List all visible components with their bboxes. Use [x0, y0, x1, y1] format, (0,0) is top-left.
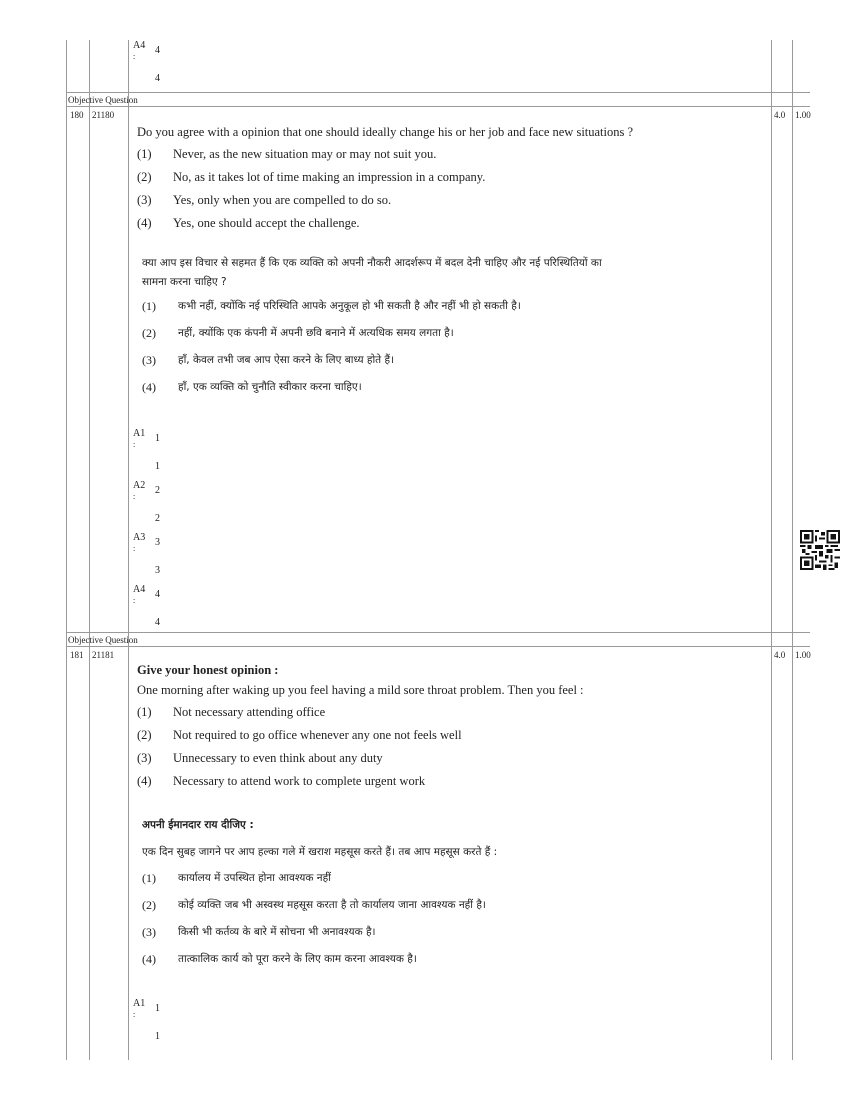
option: (2) No, as it takes lot of time making an impression in a company.: [137, 170, 486, 184]
question-marks: 4.0: [774, 110, 786, 120]
option-hindi: (1) कभी नहीं, क्योंकि नई परिस्थिति आपके अनुकूल हो भी सकती है और नहीं भी हो सकती है।: [142, 299, 521, 313]
option: (1) Not necessary attending office: [137, 705, 326, 719]
option: (1) Never, as the new situation may or may not suit you.: [137, 147, 437, 161]
question-text-hindi: एक दिन सुबह जागने पर आप हल्का गले में खराश महसूस करते हैं। तब आप महसूस करते हैं :: [142, 846, 498, 858]
question-heading-hindi: अपनी ईमानदार राय दीजिए :: [142, 819, 254, 831]
question-heading: Give your honest opinion :: [137, 663, 279, 677]
option-hindi: (2) नहीं, क्योंकि एक कंपनी में अपनी छवि बनाने में अत्यधिक समय लगता है।: [142, 326, 454, 340]
column-divider: [771, 40, 772, 1060]
option-hindi: (1) कार्यालय में उपस्थित होना आवश्यक नहीं: [142, 871, 331, 885]
question-text: One morning after waking up you feel having a mild sore throat problem. Then you feel :: [137, 683, 584, 697]
question-text-hindi: क्या आप इस विचार से सहमत हैं कि एक व्यक्ति को अपनी नौकरी आदर्शरूप में बदल देनी चाहिए और नई परिस्थितियों का: [142, 257, 602, 269]
row-divider: [66, 632, 810, 633]
row-divider: [66, 106, 810, 107]
option-hindi: (2) कोई व्यक्ति जब भी अस्वस्थ महसूस करता है तो कार्यालय जाना आवश्यक नहीं है।: [142, 898, 486, 912]
qr-code-icon: [800, 530, 840, 570]
question-serial: 181: [70, 650, 84, 660]
row-divider: [66, 92, 810, 93]
section-label: Objective Question: [68, 635, 138, 645]
column-divider: [128, 40, 129, 1060]
negative-marks: 1.00: [795, 110, 811, 120]
question-180-hindi: [142, 254, 762, 406]
question-marks: 4.0: [774, 650, 786, 660]
option: (4) Necessary to attend work to complete urgent work: [137, 774, 426, 788]
option: (3) Yes, only when you are compelled to do so.: [137, 193, 392, 207]
table-border-left: [66, 40, 67, 1060]
negative-marks: 1.00: [795, 650, 811, 660]
row-divider: [66, 646, 810, 647]
option-hindi: (4) हाँ, एक व्यक्ति को चुनौति स्वीकार करना चाहिए।: [142, 380, 362, 394]
question-text-hindi-cont: सामना करना चाहिए ?: [142, 276, 227, 288]
question-181-english: [137, 662, 757, 796]
question-180-english: [137, 124, 757, 238]
option: (3) Unnecessary to even think about any duty: [137, 751, 383, 765]
question-id: 21180: [92, 110, 115, 120]
option-hindi: (4) तात्कालिक कार्य को पूरा करने के लिए काम करना आवश्यक है।: [142, 952, 417, 966]
column-divider: [89, 40, 90, 1060]
option: (2) Not required to go office whenever any one not feels well: [137, 728, 462, 742]
question-serial: 180: [70, 110, 84, 120]
section-label: Objective Question: [68, 95, 138, 105]
question-181-hindi: [142, 816, 762, 978]
option-hindi: (3) हाँ, केवल तभी जब आप ऐसा करने के लिए बाध्य होते हैं।: [142, 353, 395, 367]
question-text: Do you agree with a opinion that one should ideally change his or her job and face new situations ?: [137, 125, 634, 139]
option-hindi: (3) किसी भी कर्तव्य के बारे में सोचना भी अनावश्यक है।: [142, 925, 376, 939]
option: (4) Yes, one should accept the challenge.: [137, 216, 360, 230]
column-divider: [792, 40, 793, 1060]
question-id: 21181: [92, 650, 115, 660]
